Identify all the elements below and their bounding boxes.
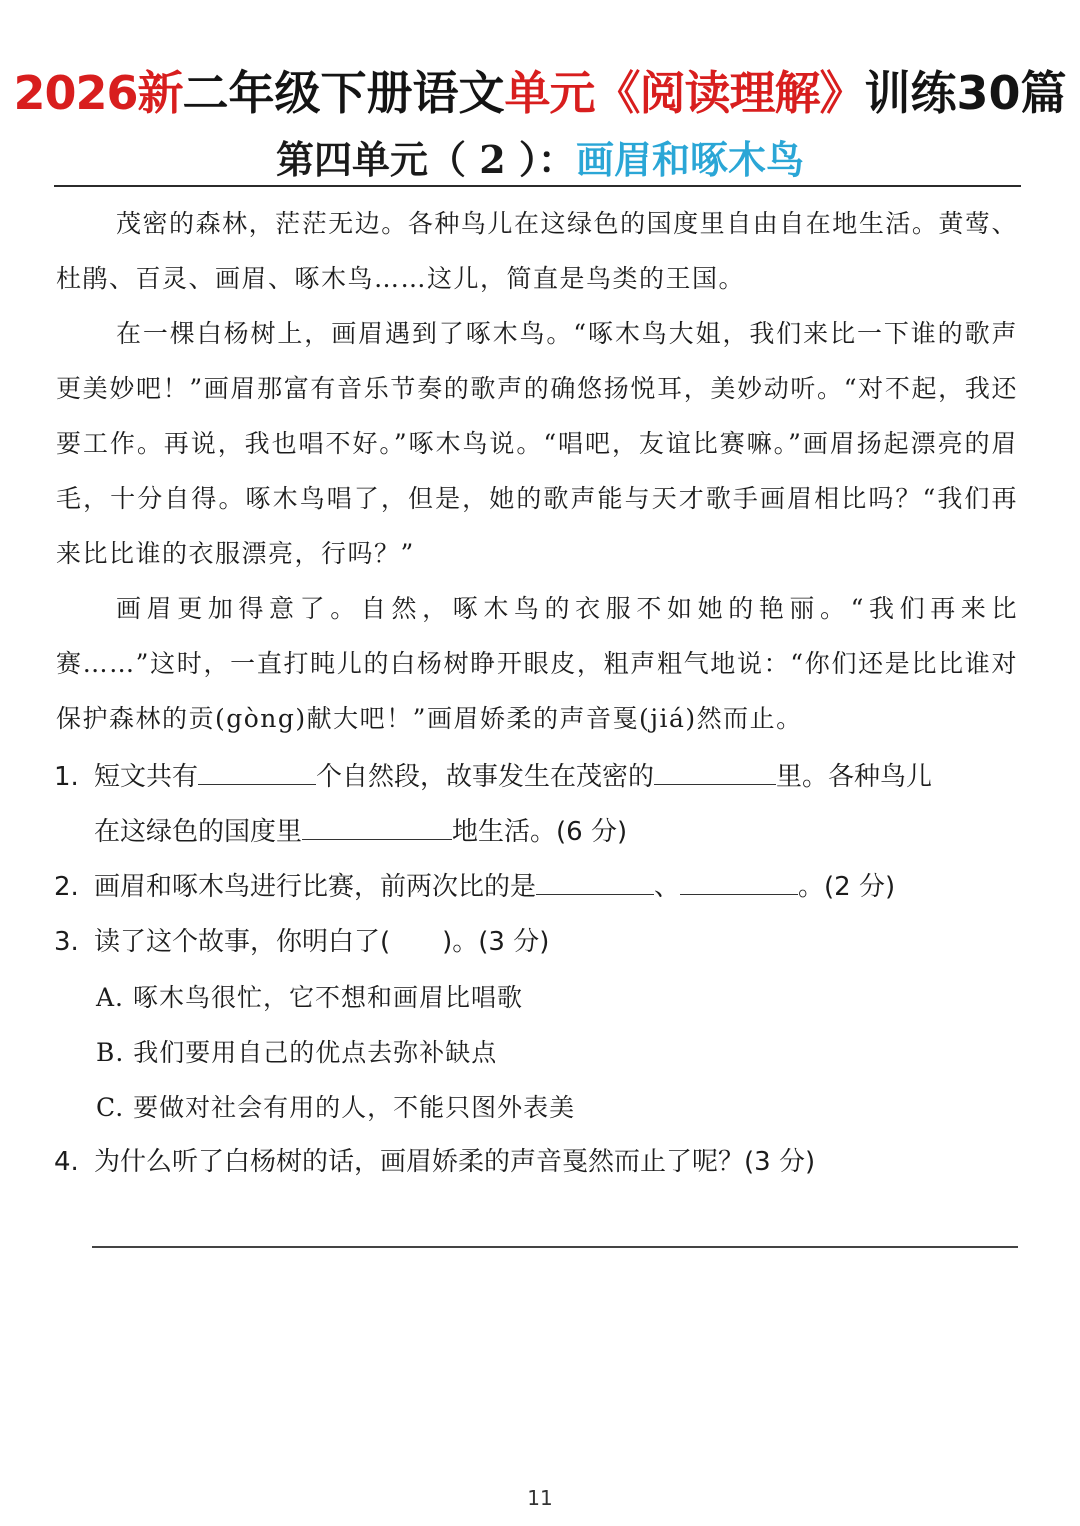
- question-text: 里。各种鸟儿: [776, 762, 933, 792]
- answer-writing-line[interactable]: [92, 1246, 1018, 1248]
- choice-option-a[interactable]: A. 啄木鸟很忙，它不想和画眉比唱歌: [96, 983, 523, 1012]
- answer-blank[interactable]: [680, 872, 798, 895]
- passage-paragraph: 在一棵白杨树上，画眉遇到了啄木鸟。“啄木鸟大姐，我们来比一下谁的歌声更美妙吧！”画眉那富有音乐节奏的歌声的确悠扬悦耳，美妙动听。“对不起，我还要工作。再说，我也唱不好。”啄木鸟说。“唱吧，友谊比赛嘛。”画眉扬起漂亮的眉毛，十分自得。啄木鸟唱了，但是，她的歌声能与天才歌手画眉相比吗？“我们再来比比谁的衣服漂亮，行吗？”: [56, 319, 1018, 568]
- lesson-subtitle: [0, 132, 1080, 188]
- question-text: 。(2 分): [798, 872, 896, 902]
- question-text: 为什么听了白杨树的话，画眉娇柔的声音戛然而止了呢？(3 分): [94, 1147, 816, 1177]
- question-text: 地生活。(6 分): [452, 817, 628, 847]
- title-year: 2026: [13, 66, 138, 120]
- question-2: [54, 860, 1018, 915]
- question-4: [54, 1135, 1018, 1190]
- question-number: 4.: [54, 1147, 79, 1177]
- subtitle-unit: 第四单元（ 2 ）：: [276, 137, 576, 182]
- question-number: 3.: [54, 927, 79, 957]
- question-3: [54, 915, 1018, 970]
- subtitle-story-title: 画眉和啄木鸟: [575, 137, 804, 182]
- answer-blank[interactable]: [536, 872, 654, 895]
- reading-passage: [56, 196, 1018, 746]
- question-number: 2.: [54, 872, 79, 902]
- page-number: 11: [527, 1486, 553, 1510]
- question-text: 画眉和啄木鸟进行比赛，前两次比的是: [94, 872, 537, 902]
- title-divider: [54, 185, 1021, 187]
- question-text: 短文共有: [94, 762, 199, 792]
- page-banner-title: [0, 58, 1080, 128]
- question-1: [54, 750, 1018, 860]
- choice-option-b[interactable]: B. 我们要用自己的优点去弥补缺点: [96, 1038, 498, 1067]
- question-number: 1.: [54, 762, 79, 792]
- title-grade: 二年级下册语文: [182, 66, 505, 120]
- question-text: 、: [654, 872, 681, 902]
- title-tail: 训练30篇: [864, 66, 1067, 120]
- title-new: 新: [137, 66, 183, 120]
- passage-paragraph: 茂密的森林，茫茫无边。各种鸟儿在这绿色的国度里自由自在地生活。黄莺、杜鹃、百灵、画眉、啄木鸟……这儿，简直是鸟类的王国。: [56, 209, 1018, 293]
- answer-blank[interactable]: [302, 817, 452, 840]
- question-text: 在这绿色的国度里: [94, 817, 303, 847]
- choice-option-c[interactable]: C. 要做对社会有用的人，不能只图外表美: [96, 1093, 576, 1122]
- answer-blank[interactable]: [198, 762, 316, 785]
- answer-blank[interactable]: [654, 762, 776, 785]
- question-text: 个自然段，故事发生在茂密的: [316, 762, 655, 792]
- question-text: 读了这个故事，你明白了( )。(3 分): [94, 927, 550, 957]
- passage-paragraph: 画眉更加得意了。自然，啄木鸟的衣服不如她的艳丽。“我们再来比赛……”这时，一直打盹儿的白杨树睁开眼皮，粗声粗气地说：“你们还是比比谁对保护森林的贡(gòng)献大吧！”画眉娇柔的声音戛(jiá)然而止。: [56, 594, 1018, 733]
- title-unit: 单元《阅读理解》: [504, 66, 865, 120]
- question-list: [54, 750, 1018, 1190]
